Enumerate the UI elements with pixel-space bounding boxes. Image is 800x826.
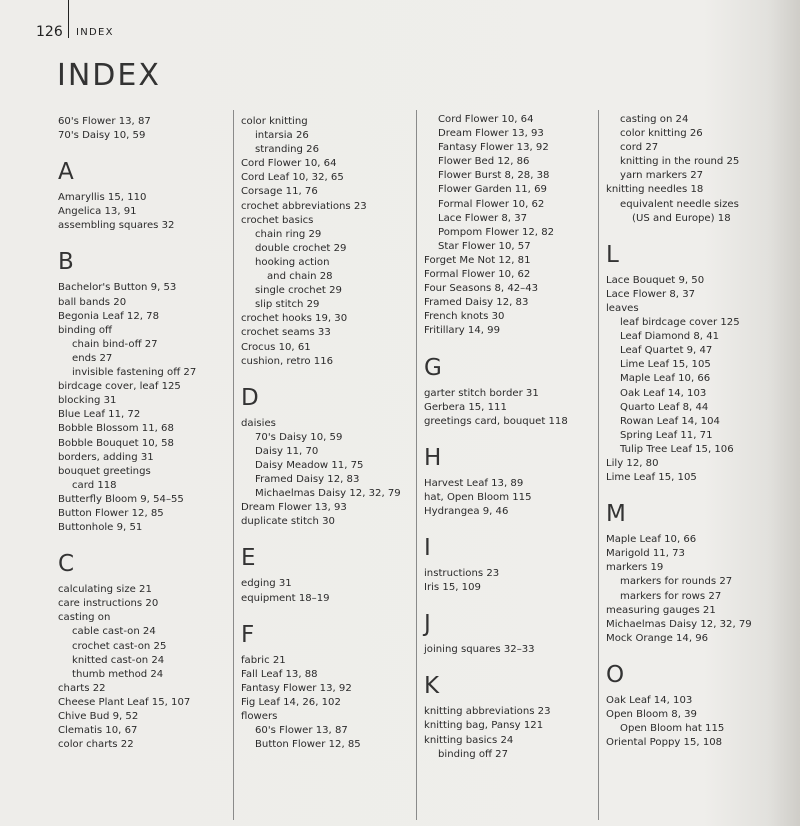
index-subentry: slip stitch 29 [255,299,320,311]
index-subentry: chain ring 29 [255,228,322,240]
index-entry: Michaelmas Daisy 12, 32, 79 [606,618,752,630]
index-column-1 [58,115,196,752]
section-letter: K [424,673,440,700]
index-subentry: Lace Flower 8, 37 [438,212,528,224]
section-gap [58,233,196,249]
index-subentry: Tulip Tree Leaf 15, 106 [620,443,734,455]
index-subentry: Spring Leaf 11, 71 [620,429,713,441]
index-subentry: Cord Flower 10, 64 [438,114,534,125]
column-divider [233,110,234,820]
index-entry: Crocus 10, 61 [241,341,311,353]
index-subentry: Daisy 11, 70 [255,445,319,457]
column-divider [598,110,599,820]
section-letter: H [424,444,442,471]
index-entry: markers 19 [606,562,664,574]
section-gap [424,595,568,611]
index-entry: crochet basics [241,214,314,226]
index-entry: Angelica 13, 91 [58,206,137,218]
index-entry: borders, adding 31 [58,451,154,463]
section-gap [424,429,568,445]
index-entry: instructions 23 [424,568,500,580]
index-entry: Bachelor's Button 9, 53 [58,282,177,294]
index-entry: Butterfly Bloom 9, 54–55 [58,493,184,505]
section-letter: I [424,535,431,562]
index-entry: Fall Leaf 13, 88 [241,668,318,680]
index-entry: Buttonhole 9, 51 [58,522,143,534]
page-number: 126 [36,24,63,40]
index-subentry: cable cast-on 24 [72,626,156,638]
index-entry: ball bands 20 [58,296,127,308]
index-entry: Fig Leaf 14, 26, 102 [241,696,341,708]
section-letter: J [424,611,431,638]
index-entry: color charts 22 [58,739,134,751]
index-subentry: Open Bloom hat 115 [620,723,725,735]
index-entry: crochet seams 33 [241,327,331,339]
index-entry: Formal Flower 10, 62 [424,269,531,281]
section-gap [58,143,196,159]
index-entry: Amaryllis 15, 110 [58,192,147,204]
section-gap [606,226,752,242]
index-entry: measuring gauges 21 [606,604,716,616]
section-letter: G [424,354,442,381]
index-entry: Gerbera 15, 111 [424,401,507,413]
index-entry: Clematis 10, 67 [58,725,138,737]
index-entry: Iris 15, 109 [424,582,481,594]
index-entry: Mock Orange 14, 96 [606,632,709,644]
index-subentry: equivalent needle sizes [620,198,739,210]
index-entry: assembling squares 32 [58,220,175,232]
index-entry: Forget Me Not 12, 81 [424,254,531,266]
index-column-3 [424,113,568,762]
index-entry: duplicate stitch 30 [241,516,335,528]
index-entry: 60's Flower 13, 87 [58,116,151,127]
index-subentry: Flower Bed 12, 86 [438,156,530,168]
section-gap [241,606,401,622]
index-entry: Bobble Blossom 11, 68 [58,423,174,435]
index-subentry: Flower Burst 8, 28, 38 [438,170,550,182]
index-entry: fabric 21 [241,654,286,666]
section-gap [424,657,568,673]
section-letter: E [241,545,256,572]
index-entry: birdcage cover, leaf 125 [58,381,181,393]
index-subentry: thumb method 24 [72,668,164,680]
index-subentry: knitted cast-on 24 [72,654,165,666]
index-entry: Cord Leaf 10, 32, 65 [241,172,344,184]
index-subentry: markers for rows 27 [620,590,722,602]
index-entry: crochet hooks 19, 30 [241,313,348,325]
index-subentry: Star Flower 10, 57 [438,240,531,252]
index-entry: French knots 30 [424,311,505,323]
section-letter: C [58,551,75,578]
index-entry: crochet abbreviations 23 [241,200,367,212]
index-entry: knitting bag, Pansy 121 [424,720,544,732]
section-gap [424,519,568,535]
index-subentry: Framed Daisy 12, 83 [255,474,360,486]
header-divider [68,0,69,38]
index-subentry: Maple Leaf 10, 66 [620,373,711,385]
index-entry: Framed Daisy 12, 83 [424,297,529,309]
index-subentry: card 118 [72,479,117,491]
index-entry: equipment 18–19 [241,592,330,604]
index-entry: hat, Open Bloom 115 [424,491,532,503]
section-letter: O [606,661,625,688]
index-subentry: Rowan Leaf 14, 104 [620,415,720,427]
section-gap [241,369,401,385]
index-subentry: Leaf Quartet 9, 47 [620,345,713,357]
index-subentry: single crochet 29 [255,285,342,297]
index-entry: Lace Bouquet 9, 50 [606,274,705,286]
index-entry: Lily 12, 80 [606,457,659,469]
index-subentry: Lime Leaf 15, 105 [620,359,711,371]
index-entry: Chive Bud 9, 52 [58,711,139,722]
index-subentry: crochet cast-on 25 [72,640,167,652]
index-entry: bouquet greetings [58,465,151,477]
section-letter: M [606,501,626,528]
section-gap [424,339,568,355]
index-entry: garter stitch border 31 [424,387,539,399]
index-entry: Fritillary 14, 99 [424,325,501,337]
index-subentry: 70's Daisy 10, 59 [255,431,343,443]
index-subentry: binding off 27 [438,748,509,760]
index-entry: Oriental Poppy 15, 108 [606,737,723,749]
index-entry: Cheese Plant Leaf 15, 107 [58,696,191,708]
index-subentry: Michaelmas Daisy 12, 32, 79 [255,488,401,500]
index-subentry: knitting in the round 25 [620,156,740,168]
index-entry: calculating size 21 [58,584,152,596]
index-entry: knitting needles 18 [606,184,704,196]
section-letter: L [606,241,619,268]
index-subentry: Quarto Leaf 8, 44 [620,401,709,413]
index-subentry: casting on 24 [620,114,689,125]
index-entry: Bobble Bouquet 10, 58 [58,437,174,449]
index-subentry: Fantasy Flower 13, 92 [438,142,549,154]
index-entry: daisies [241,417,276,429]
index-column-2 [241,115,401,752]
index-entry: edging 31 [241,578,292,590]
index-subentry: ends 27 [72,352,113,364]
running-head: INDEX [76,27,114,38]
index-subentry: Flower Garden 11, 69 [438,184,547,196]
index-subentry: markers for rounds 27 [620,576,733,588]
index-entry: joining squares 32–33 [424,644,535,656]
index-subentry: Oak Leaf 14, 103 [620,387,707,399]
index-entry: Maple Leaf 10, 66 [606,534,697,546]
index-subentry: invisible fastening off 27 [72,367,197,379]
index-entry: Lace Flower 8, 37 [606,288,696,300]
index-column-4 [606,113,752,750]
index-entry: blocking 31 [58,395,117,407]
index-entry: Dream Flower 13, 93 [241,502,347,514]
index-subentry: Pompom Flower 12, 82 [438,226,555,238]
index-subentry: Daisy Meadow 11, 75 [255,459,364,471]
index-entry: flowers [241,711,278,722]
index-entry: knitting basics 24 [424,734,514,746]
index-entry: greetings card, bouquet 118 [424,415,568,427]
index-entry: charts 22 [58,682,106,694]
section-gap [241,529,401,545]
index-subentry: Formal Flower 10, 62 [438,198,545,210]
index-entry: Hydrangea 9, 46 [424,505,509,517]
index-subentry: chain bind-off 27 [72,338,158,350]
index-subentry: double crochet 29 [255,242,347,254]
index-subentry: leaf birdcage cover 125 [620,317,740,329]
section-gap [606,646,752,662]
index-entry: Marigold 11, 73 [606,548,685,560]
index-entry: knitting abbreviations 23 [424,706,551,718]
index-subentry: cord 27 [620,142,659,154]
section-gap [58,535,196,551]
index-entry: Lime Leaf 15, 105 [606,472,697,484]
section-letter: F [241,621,255,648]
index-entry: color knitting [241,116,308,127]
index-subentry: Dream Flower 13, 93 [438,128,544,140]
index-entry: Begonia Leaf 12, 78 [58,310,160,322]
index-entry: Open Bloom 8, 39 [606,709,697,720]
index-entry: Fantasy Flower 13, 92 [241,682,352,694]
index-entry: 70's Daisy 10, 59 [58,130,146,142]
section-letter: D [241,384,259,411]
column-divider [416,110,417,820]
index-subentry: Button Flower 12, 85 [255,739,361,751]
index-entry: binding off [58,324,112,336]
index-subentry: hooking action [255,256,330,268]
index-entry: Oak Leaf 14, 103 [606,694,693,706]
index-subentry: color knitting 26 [620,128,703,140]
index-subentry: and chain 28 [267,271,333,283]
index-entry: Harvest Leaf 13, 89 [424,477,524,489]
section-letter: B [58,249,74,276]
index-entry: Cord Flower 10, 64 [241,158,337,170]
index-entry: care instructions 20 [58,598,159,610]
page-title: INDEX [57,58,161,93]
index-subentry: (US and Europe) 18 [632,212,731,224]
index-subentry: intarsia 26 [255,130,309,142]
section-letter: A [58,159,74,186]
index-subentry: yarn markers 27 [620,170,704,182]
index-entry: Corsage 11, 76 [241,186,318,198]
index-subentry: stranding 26 [255,144,320,156]
index-entry: Blue Leaf 11, 72 [58,409,141,421]
index-entry: leaves [606,302,639,314]
index-subentry: 60's Flower 13, 87 [255,725,348,737]
index-entry: Four Seasons 8, 42–43 [424,283,539,295]
section-gap [606,485,752,501]
index-subentry: Leaf Diamond 8, 41 [620,331,720,343]
index-entry: Button Flower 12, 85 [58,507,164,519]
index-entry: cushion, retro 116 [241,355,334,367]
index-entry: casting on [58,612,111,624]
